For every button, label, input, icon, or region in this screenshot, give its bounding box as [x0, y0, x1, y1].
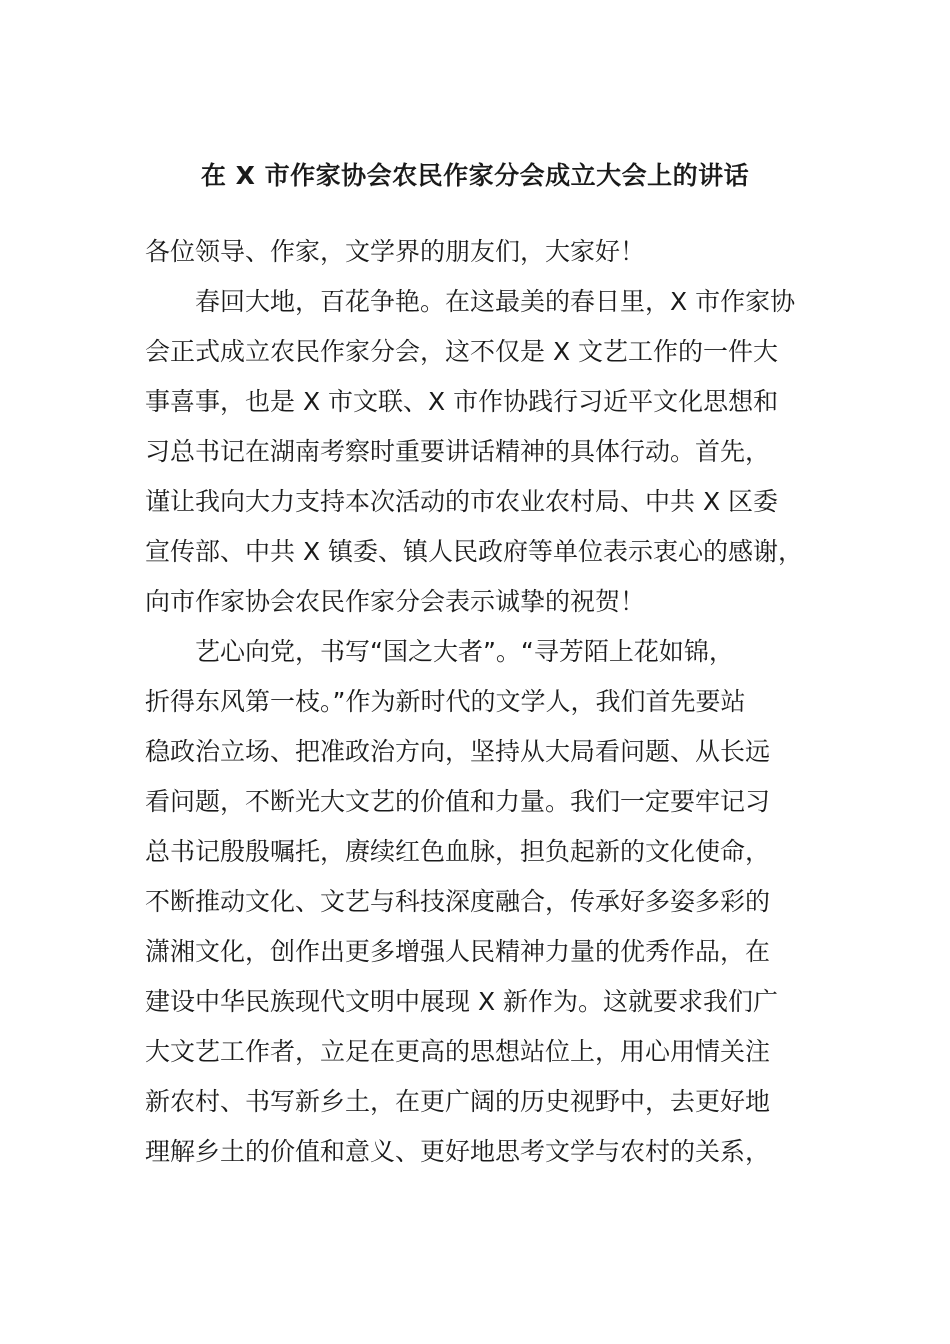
- paragraph-line: 习总书记在湖南考察时重要讲话精神的具体行动。首先，: [145, 437, 771, 466]
- paragraph-line: 春回大地，百花争艳。在这最美的春日里，X 市作家协: [195, 287, 796, 316]
- paragraph-line: 向市作家协会农民作家分会表示诚挚的祝贺！: [145, 587, 646, 616]
- document-title: 在 X 市作家协会农民作家分会成立大会上的讲话: [200, 161, 750, 190]
- document-body: [145, 227, 815, 1177]
- paragraph-line: 潇湘文化，创作出更多增强人民精神力量的优秀作品，在: [145, 937, 771, 966]
- paragraph-line: 事喜事，也是 X 市文联、X 市作协践行习近平文化思想和: [145, 387, 779, 416]
- paragraph-line: 新农村、书写新乡土，在更广阔的历史视野中，去更好地: [145, 1087, 771, 1116]
- paragraph-line: 大文艺工作者，立足在更高的思想站位上，用心用情关注: [145, 1037, 771, 1066]
- paragraph-line: 折得东风第一枝。”作为新时代的文学人，我们首先要站: [145, 687, 746, 716]
- greeting-line: 各位领导、作家，文学界的朋友们，大家好！: [145, 237, 646, 266]
- paragraph-line: 看问题，不断光大文艺的价值和力量。我们一定要牢记习: [145, 787, 771, 816]
- paragraph-line: 理解乡土的价值和意义、更好地思考文学与农村的关系，: [145, 1137, 771, 1166]
- paragraph-line: 总书记殷殷嘱托，赓续红色血脉，担负起新的文化使命，: [145, 837, 771, 866]
- paragraph-line: 建设中华民族现代文明中展现 X 新作为。这就要求我们广: [145, 987, 779, 1016]
- paragraph-line: 不断推动文化、文艺与科技深度融合，传承好多姿多彩的: [145, 887, 771, 916]
- paragraph-line: 会正式成立农民作家分会，这不仅是 X 文艺工作的一件大: [145, 337, 779, 366]
- paragraph-line: 稳政治立场、把准政治方向，坚持从大局看问题、从长远: [145, 737, 771, 766]
- paragraph-line: 谨让我向大力支持本次活动的市农业农村局、中共 X 区委: [145, 487, 779, 516]
- paragraph-line: 艺心向党，书写“国之大者”。“寻芳陌上花如锦，: [195, 637, 734, 666]
- paragraph-line: 宣传部、中共 X 镇委、镇人民政府等单位表示衷心的感谢，: [145, 537, 804, 566]
